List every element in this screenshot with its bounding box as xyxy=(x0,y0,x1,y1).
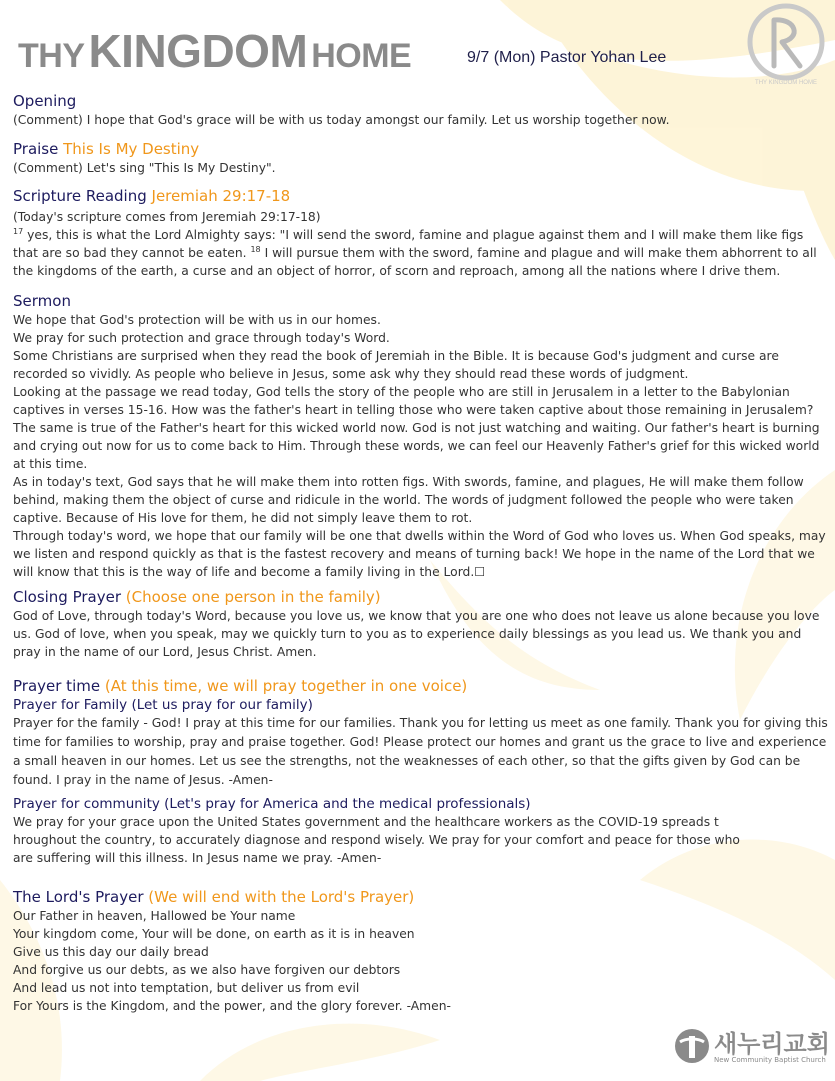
praise-heading xyxy=(13,139,828,159)
lords-prayer-line: For Yours is the Kingdom, and the power, and the glory forever. -Amen- xyxy=(13,999,451,1013)
lords-prayer-heading xyxy=(13,887,828,907)
opening-heading: Opening xyxy=(13,92,77,110)
community-prayer-line: We pray for your grace upon the United States government and the healthcare workers as the COVID-19 spreads t xyxy=(13,815,719,829)
lords-prayer-line: Your kingdom come, Your will be done, on earth as it is in heaven xyxy=(13,927,415,941)
prayer-time-heading xyxy=(13,676,828,696)
sermon-paragraph: As in today's text, God says that he will make them into rotten figs. With swords, famine, and plagues, He will make them follow behind, making them the object of curse and ridicule in the world. The words of judgment followed the people who were taken captive. Because of His love for them, he did not simply leave them to rot. xyxy=(13,475,804,525)
title-word-thy: THY xyxy=(18,37,85,75)
community-prayer-line: hroughout the country, to accurately diagnose and respond wisely. We pray for your comfort and peace for those who xyxy=(13,833,740,847)
closing-prayer-heading xyxy=(13,587,828,607)
sermon-paragraph: We pray for such protection and grace through today's Word. xyxy=(13,331,390,345)
sermon-paragraph: We hope that God's protection will be with us in our homes. xyxy=(13,313,381,327)
church-emblem-icon xyxy=(672,1026,712,1066)
lords-prayer-note: (We will end with the Lord's Prayer) xyxy=(148,888,415,906)
scripture-verses xyxy=(13,226,828,280)
sermon-heading: Sermon xyxy=(13,292,71,310)
scripture-heading xyxy=(13,186,828,206)
scripture-section xyxy=(13,186,828,280)
closing-prayer-note: (Choose one person in the family) xyxy=(125,588,381,606)
church-english-name: New Community Baptist Church xyxy=(714,1056,826,1064)
praise-label: Praise xyxy=(13,140,59,158)
prayer-time-note: (At this time, we will pray together in one voice) xyxy=(104,677,468,695)
sermon-paragraph: Some Christians are surprised when they read the book of Jeremiah in the Bible. It is because God's judgment and curse are recorded so vividly. As people who believe in Jesus, some ask why they should read these words of judgment. xyxy=(13,349,779,381)
sermon-paragraph: Through today's word, we hope that our family will be one that dwells within the Word of God who loves us. When God speaks, may we listen and respond quickly as that is the fastest recovery and means of turning back! We hope in the name of the Lord that we will know that this is the way of life and become a family living in the Lord.☐ xyxy=(13,529,826,579)
lords-prayer-line: Give us this day our daily bread xyxy=(13,945,209,959)
closing-prayer-section xyxy=(13,587,828,661)
praise-section xyxy=(13,139,828,177)
verse-17-number: 17 xyxy=(13,227,24,236)
closing-prayer-label: Closing Prayer xyxy=(13,588,122,606)
thy-kingdom-home-logo xyxy=(734,2,834,88)
scripture-label: Scripture Reading xyxy=(13,187,147,205)
sermon-section xyxy=(13,291,828,581)
lords-prayer-line: And forgive us our debts, as we also have forgiven our debtors xyxy=(13,963,401,977)
praise-text: (Comment) Let's sing "This Is My Destiny". xyxy=(13,161,276,175)
community-prayer-line: are suffering will this illness. In Jesus name we pray. -Amen- xyxy=(13,851,382,865)
verse-17: yes, this is what the Lord Almighty says: "I will send the sword, famine and plague against them and I will make them like figs that are so bad they cannot be eaten. xyxy=(13,228,804,260)
date-pastor: 9/7 (Mon) Pastor Yohan Lee xyxy=(467,49,667,66)
family-prayer-heading: Prayer for Family (Let us pray for our family) xyxy=(13,697,313,713)
scripture-intro: (Today's scripture comes from Jeremiah 29:17-18) xyxy=(13,210,321,224)
family-prayer-text: Prayer for the family - God! I pray at this time for our families. Thank you for letting us meet as one family. Thank you for giving this time for families to worship, pray and praise together. God! Please protect our homes and grant us the grace to live and experience a small heaven in our homes. Let us see the strengths, not the weaknesses of each other, so that the gifts given by God can be found. I pray in the name of Jesus. -Amen- xyxy=(13,716,828,787)
title-word-home: HOME xyxy=(311,37,412,75)
scripture-reference: Jeremiah 29:17-18 xyxy=(151,187,291,205)
prayer-time-label: Prayer time xyxy=(13,677,101,695)
verse-18-number: 18 xyxy=(250,245,261,254)
verse-18: I will pursue them with the sword, famine and plague and will make them abhorrent to all the kingdoms of the earth, a curse and an object of horror, of scorn and reproach, among all the nations where I drive them. xyxy=(13,246,817,278)
title-word-kingdom: KINGDOM xyxy=(88,25,308,77)
lords-prayer-line: And lead us not into temptation, but deliver us from evil xyxy=(13,981,360,995)
church-logo xyxy=(672,1024,832,1074)
lords-prayer-line: Our Father in heaven, Hallowed be Your name xyxy=(13,909,296,923)
lords-prayer-section xyxy=(13,887,828,1015)
closing-prayer-text: God of Love, through today's Word, because you love us, we know that you are one who does not leave us alone because you love us. God of love, when you speak, may we quickly turn to you as to experience daily blessings as you lead us. We thank you and pray in the name of our Lord, Jesus Christ. Amen. xyxy=(13,609,820,659)
page-title xyxy=(18,24,411,78)
opening-text: (Comment) I hope that God's grace will be with us today amongst our family. Let us worship together now. xyxy=(13,113,670,127)
church-korean-name: 새누리교회 xyxy=(714,1030,830,1058)
prayer-time-section xyxy=(13,676,828,867)
praise-song: This Is My Destiny xyxy=(63,140,200,158)
lords-prayer-label: The Lord's Prayer xyxy=(13,888,144,906)
opening-section xyxy=(13,91,828,129)
community-prayer-heading: Prayer for community (Let's pray for America and the medical professionals) xyxy=(13,796,531,812)
sermon-paragraph: Looking at the passage we read today, God tells the story of the people who are still in Jerusalem in a letter to the Babylonian captives in verses 15-16. How was the father's heart in telling those who were taken captive about those remaining in Jerusalem? The same is true of the Father's heart for this wicked world now. God is not just watching and waiting. Our father's heart is burning and crying out now for us to come back to Him. Through these words, we can feel our Heavenly Father's grief for this wicked world at this time. xyxy=(13,385,820,471)
logo-text: THY KINGDOM HOME xyxy=(755,80,817,86)
